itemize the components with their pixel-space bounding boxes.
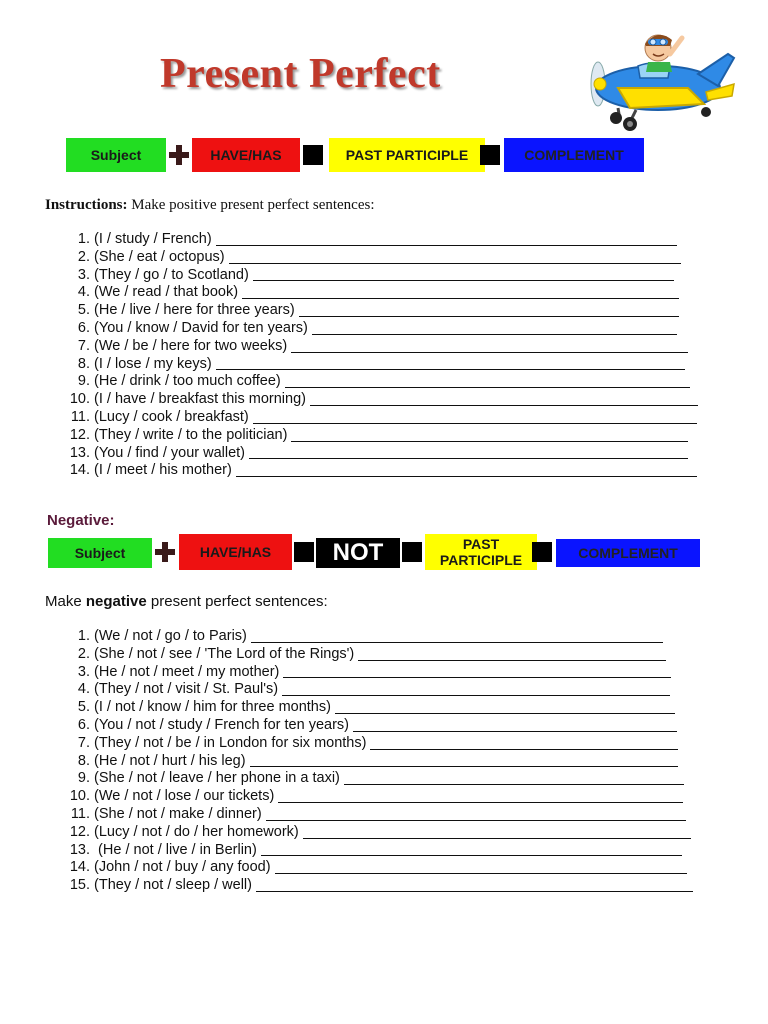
- exercise-item: [60, 717, 366, 735]
- exercise-item: [60, 681, 366, 699]
- answer-blank[interactable]: [275, 873, 687, 874]
- answer-blank[interactable]: [261, 855, 682, 856]
- plus-icon: [402, 542, 422, 562]
- item-prompt: (He / not / meet / my mother): [94, 663, 280, 680]
- plus-icon: [532, 542, 552, 562]
- answer-blank[interactable]: [291, 441, 688, 442]
- exercise-item: [60, 770, 366, 788]
- item-prompt: (We / not / go / to Paris): [94, 628, 247, 644]
- item-number: 14.: [69, 462, 90, 479]
- exercise-item: [60, 664, 366, 682]
- answer-blank[interactable]: [358, 660, 666, 661]
- past-participle-box: PAST PARTICIPLE: [329, 138, 485, 172]
- instructions-text: Make positive present perfect sentences:: [127, 197, 375, 213]
- item-number: 6.: [77, 716, 90, 733]
- item-prompt: (They / write / to the politician): [94, 426, 288, 443]
- answer-blank[interactable]: [242, 298, 679, 299]
- instructions: [45, 197, 375, 214]
- answer-blank[interactable]: [256, 891, 693, 892]
- answer-blank[interactable]: [283, 677, 671, 678]
- plus-icon: [294, 542, 314, 562]
- exercise-item: [60, 409, 308, 427]
- airplane-pilot-illustration: [578, 26, 738, 132]
- item-prompt: (They / go / to Scotland): [94, 266, 249, 283]
- item-prompt: (We / be / here for two weeks): [94, 337, 288, 354]
- exercise-item: [60, 445, 308, 463]
- negative-instructions-pre: Make: [45, 593, 86, 610]
- item-prompt: (We / read / that book): [94, 284, 239, 301]
- item-prompt: (She / not / leave / her phone in a taxi): [94, 770, 340, 787]
- plus-icon: [155, 542, 175, 562]
- answer-blank[interactable]: [250, 766, 678, 767]
- item-prompt: (Lucy / cook / breakfast): [94, 408, 249, 425]
- exercise-item: [60, 806, 366, 824]
- negative-exercise-list: [60, 628, 366, 895]
- item-number: 7.: [77, 337, 90, 354]
- answer-blank[interactable]: [285, 387, 690, 388]
- answer-blank[interactable]: [335, 713, 675, 714]
- exercise-item: [60, 877, 366, 895]
- answer-blank[interactable]: [216, 369, 685, 370]
- subject-box: Subject: [48, 538, 152, 568]
- item-number: 11.: [70, 408, 90, 425]
- item-number: 10.: [69, 788, 90, 805]
- exercise-item: [60, 646, 366, 664]
- item-number: 4.: [77, 284, 90, 301]
- item-prompt: (They / not / visit / St. Paul's): [94, 681, 279, 698]
- answer-blank[interactable]: [303, 838, 691, 839]
- item-prompt: (I / study / French): [94, 231, 212, 247]
- item-number: 12.: [69, 823, 90, 840]
- exercise-item: [60, 462, 308, 480]
- answer-blank[interactable]: [253, 280, 674, 281]
- item-number: 12.: [69, 426, 90, 443]
- exercise-item: [60, 753, 366, 771]
- exercise-item: [60, 788, 366, 806]
- plus-icon: [480, 145, 500, 165]
- item-number: 8.: [77, 752, 90, 769]
- exercise-item: [60, 859, 366, 877]
- item-prompt: (I / not / know / him for three months): [94, 699, 331, 716]
- item-number: 13.: [69, 444, 90, 461]
- exercise-item: [60, 628, 366, 646]
- item-prompt: (We / not / lose / our tickets): [94, 788, 275, 805]
- item-prompt: (He / drink / too much coffee): [94, 373, 281, 390]
- answer-blank[interactable]: [253, 423, 697, 424]
- item-prompt: (He / not / live / in Berlin): [94, 841, 257, 858]
- exercise-item: [60, 373, 308, 391]
- page-title: Present Perfect: [160, 51, 441, 97]
- answer-blank[interactable]: [278, 802, 683, 803]
- negative-formula: [48, 534, 702, 570]
- item-prompt: (They / not / be / in London for six months): [94, 734, 367, 751]
- exercise-item: [60, 249, 308, 267]
- plus-icon: [303, 145, 323, 165]
- not-box: NOT: [316, 538, 400, 568]
- item-prompt: (She / not / see / 'The Lord of the Rings'): [94, 645, 355, 662]
- item-number: 14.: [69, 859, 90, 876]
- item-prompt: (She / not / make / dinner): [94, 805, 262, 822]
- answer-blank[interactable]: [236, 476, 697, 477]
- negative-heading: Negative:: [47, 512, 115, 529]
- item-prompt: (You / find / your wallet): [94, 444, 246, 461]
- answer-blank[interactable]: [299, 316, 679, 317]
- answer-blank[interactable]: [291, 352, 688, 353]
- exercise-item: [60, 427, 308, 445]
- item-number: 3.: [77, 266, 90, 283]
- item-prompt: (He / live / here for three years): [94, 302, 295, 319]
- item-number: 8.: [77, 355, 90, 372]
- answer-blank[interactable]: [251, 642, 663, 643]
- exercise-item: [60, 302, 308, 320]
- positive-formula: [66, 138, 646, 172]
- answer-blank[interactable]: [249, 458, 688, 459]
- instructions-label: Instructions:: [45, 197, 128, 213]
- answer-blank[interactable]: [312, 334, 677, 335]
- answer-blank[interactable]: [353, 731, 677, 732]
- positive-exercise-list: [60, 231, 308, 480]
- complement-box: COMPLEMENT: [556, 539, 700, 567]
- item-number: 2.: [77, 645, 90, 662]
- item-prompt: (I / have / breakfast this morning): [94, 391, 306, 408]
- item-number: 2.: [77, 248, 90, 265]
- answer-blank[interactable]: [229, 263, 681, 264]
- exercise-item: [60, 338, 308, 356]
- item-number: 5.: [77, 699, 90, 716]
- item-prompt: (You / not / study / French for ten years): [94, 716, 349, 733]
- item-prompt: (John / not / buy / any food): [94, 859, 271, 876]
- item-prompt: (They / not / sleep / well): [94, 877, 252, 894]
- negative-instructions: [45, 593, 328, 610]
- item-number: 1.: [77, 628, 90, 644]
- item-prompt: (I / lose / my keys): [94, 355, 212, 372]
- exercise-item: [60, 231, 308, 249]
- item-number: 13.: [69, 841, 90, 858]
- complement-box: COMPLEMENT: [504, 138, 644, 172]
- exercise-item: [60, 842, 366, 860]
- item-prompt: (You / know / David for ten years): [94, 319, 308, 336]
- negative-instructions-post: present perfect sentences:: [146, 593, 328, 610]
- answer-blank[interactable]: [282, 695, 670, 696]
- item-number: 9.: [77, 770, 90, 787]
- item-prompt: (I / meet / his mother): [94, 462, 232, 479]
- negative-instructions-bold: negative: [85, 593, 147, 610]
- item-number: 7.: [77, 734, 90, 751]
- item-number: 15.: [69, 877, 90, 894]
- exercise-item: [60, 735, 366, 753]
- item-number: 6.: [77, 319, 90, 336]
- item-number: 4.: [77, 681, 90, 698]
- subject-box: Subject: [66, 138, 166, 172]
- item-number: 11.: [70, 805, 90, 822]
- answer-blank[interactable]: [344, 784, 684, 785]
- exercise-item: [60, 824, 366, 842]
- exercise-item: [60, 284, 308, 302]
- answer-blank[interactable]: [216, 245, 677, 246]
- item-number: 10.: [69, 391, 90, 408]
- item-prompt: (She / eat / octopus): [94, 248, 225, 265]
- exercise-item: [60, 267, 308, 285]
- answer-blank[interactable]: [370, 749, 678, 750]
- have-has-box: HAVE/HAS: [192, 138, 300, 172]
- answer-blank[interactable]: [266, 820, 686, 821]
- past-participle-box: PAST PARTICIPLE: [425, 534, 537, 570]
- item-number: 3.: [77, 663, 90, 680]
- exercise-item: [60, 699, 366, 717]
- item-number: 1.: [77, 231, 90, 247]
- exercise-item: [60, 356, 308, 374]
- item-prompt: (He / not / hurt / his leg): [94, 752, 246, 769]
- have-has-box: HAVE/HAS: [179, 534, 292, 570]
- item-prompt: (Lucy / not / do / her homework): [94, 823, 299, 840]
- answer-blank[interactable]: [310, 405, 698, 406]
- item-number: 9.: [77, 373, 90, 390]
- exercise-item: [60, 391, 308, 409]
- plus-icon: [169, 145, 189, 165]
- exercise-item: [60, 320, 308, 338]
- item-number: 5.: [77, 302, 90, 319]
